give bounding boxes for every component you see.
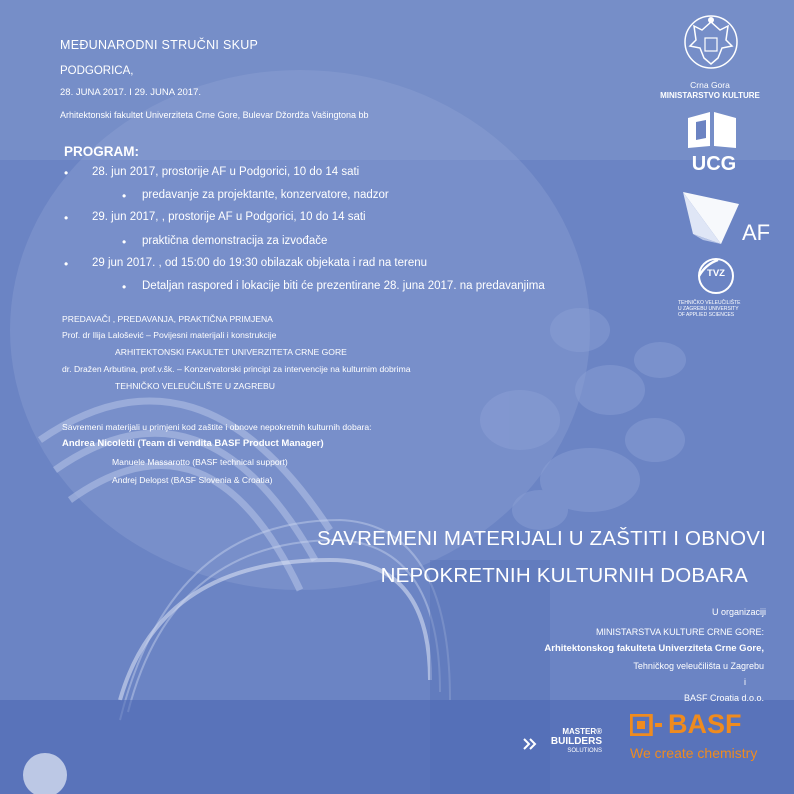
master-builders-label-3: SOLUTIONS	[567, 748, 602, 754]
organizers-intro: U organizaciji	[711, 607, 766, 617]
program-subitem-1: predavanje za projektante, konzervatore, nadzor	[142, 189, 389, 201]
basf-slogan: We create chemistry	[630, 745, 758, 761]
program-item-2: 29. jun 2017, , prostorije AF u Podgorici, 10 do 14 sati	[92, 211, 366, 223]
presenter-3: Andrej Delopst (BASF Slovenia & Croatia)	[112, 475, 273, 485]
organizer-basf: BASF Croatia d.o.o.	[683, 693, 764, 703]
tvz-logo-text: TVZ	[707, 268, 725, 279]
event-city: PODGORICA,	[60, 65, 134, 77]
lecturer-2: dr. Dražen Arbutina, prof.v.šk. – Konzervatorski principi za intervencije na kulturnim dobrima	[62, 364, 411, 374]
program-item-3: 29 jun 2017. , od 15:00 do 19:30 obilazak objekata i rad na terenu	[92, 257, 428, 269]
bullet: •	[64, 257, 69, 271]
event-venue: Arhitektonski fakultet Univerziteta Crne Gore, Bulevar Džordža Vašingtona bb	[60, 110, 369, 120]
bullet: •	[64, 166, 69, 180]
ministry-label-2: MINISTARSTVO KULTURE	[660, 91, 760, 100]
program-subitem-2: praktična demonstracija za izvođače	[142, 235, 328, 247]
lecturers-heading: PREDAVAČI , PREDAVANJA, PRAKTIČNA PRIMJENA	[62, 314, 273, 324]
event-type: MEĐUNARODNI STRUČNI SKUP	[60, 38, 259, 52]
organizer-ministry: MINISTARSTVA KULTURE CRNE GORE:	[595, 627, 764, 637]
materials-intro: Savremeni materijali u primjeni kod zaštite i obnove nepokretnih kulturnih dobara:	[62, 422, 372, 432]
master-builders-label-2: BUILDERS	[550, 736, 602, 747]
organizer-af: Arhitektonskog fakulteta Univerziteta Crne Gore,	[544, 643, 764, 654]
basf-logo-text: BASF	[668, 709, 742, 739]
program-title: PROGRAM:	[64, 144, 139, 159]
tvz-label-3: OF APPLIED SCIENCES	[678, 312, 735, 318]
presenter-1: Andrea Nicoletti (Team di vendita BASF Product Manager)	[62, 438, 324, 449]
master-builders-chevron-icon	[523, 738, 537, 750]
af-logo-text: AF	[742, 220, 771, 245]
organizers-and: i	[744, 677, 746, 687]
bullet: •	[122, 280, 127, 294]
ministry-label-1: Crna Gora	[690, 80, 730, 90]
bullet: •	[122, 235, 127, 249]
basf-square-icon	[630, 714, 664, 736]
program-subitem-3: Detaljan raspored i lokacije biti će prezentirane 28. juna 2017. na predavanjima	[142, 280, 545, 292]
main-title-line-2: NEPOKRETNIH KULTURNIH DOBARA	[380, 564, 748, 587]
bullet: •	[64, 211, 69, 225]
program-item-1: 28. jun 2017, prostorije AF u Podgorici, 10 do 14 sati	[92, 166, 360, 178]
presenter-2: Manuele Massarotto (BASF technical support)	[112, 457, 288, 467]
master-builders-label-1: MASTER®	[562, 727, 602, 736]
lecturer-1: Prof. dr Ilija Lalošević – Povijesni materijali i konstrukcije	[62, 330, 277, 340]
main-title-line-1: SAVREMENI MATERIJALI U ZAŠTITI I OBNOVI	[317, 527, 766, 550]
bullet: •	[122, 189, 127, 203]
af-logo-icon	[683, 190, 743, 244]
lecturer-2-org: TEHNIČKO VELEUČILIŠTE U ZAGREBU	[115, 381, 275, 391]
ministry-crest-logo	[680, 12, 742, 74]
lecturer-1-org: ARHITEKTONSKI FAKULTET UNIVERZITETA CRNE GORE	[115, 347, 347, 357]
ucg-book-icon	[686, 110, 738, 150]
organizer-tvz: Tehničkog veleučilišta u Zagrebu	[633, 661, 764, 671]
tvz-label-2: U ZAGREBU UNIVERSITY	[678, 306, 739, 312]
tvz-label-1: TEHNIČKO VELEUČILIŠTE	[678, 300, 741, 306]
ucg-logo-text: UCG	[691, 153, 737, 175]
event-dates: 28. JUNA 2017. I 29. JUNA 2017.	[60, 87, 202, 98]
